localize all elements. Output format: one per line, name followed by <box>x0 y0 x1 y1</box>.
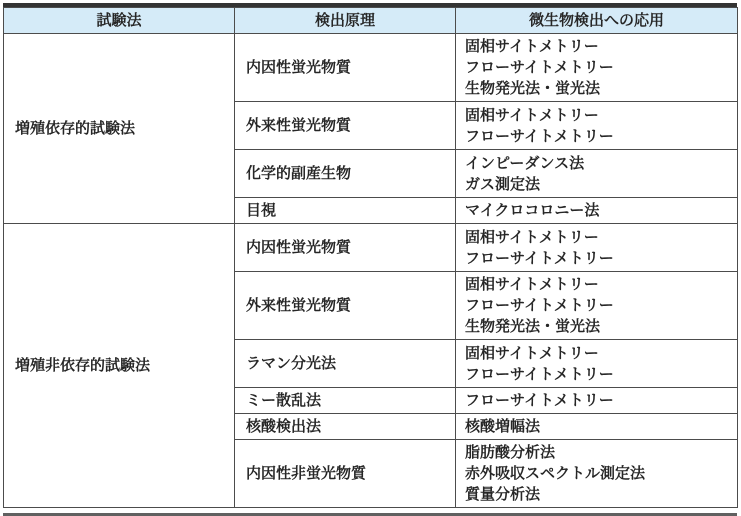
table-frame <box>3 3 737 516</box>
application-item: 生物発光法・蛍光法 <box>465 80 601 97</box>
principle-cell: 内因性非蛍光物質 <box>235 440 456 508</box>
application-item: 質量分析法 <box>465 486 541 503</box>
application-item: 固相サイトメトリー <box>465 228 599 246</box>
header-row <box>4 8 738 34</box>
principle-cell: ラマン分光法 <box>235 340 456 388</box>
group-growth-dependent <box>4 34 738 224</box>
principle-cell: 目視 <box>235 198 456 224</box>
applications-cell <box>456 388 738 414</box>
applications-cell <box>456 272 738 340</box>
principle-cell: 核酸検出法 <box>235 414 456 440</box>
application-item: マイクロコロニー法 <box>465 202 600 219</box>
application-item: フローサイトメトリー <box>465 249 614 267</box>
applications-cell <box>456 414 738 440</box>
application-item: 赤外吸収スペクトル測定法 <box>465 465 646 482</box>
application-item: フローサイトメトリー <box>465 59 614 76</box>
principle-cell: 外来性蛍光物質 <box>235 272 456 340</box>
application-item: 固相サイトメトリー <box>465 344 599 362</box>
applications-cell <box>456 340 738 388</box>
header-application: 微生物検出への応用 <box>456 8 738 34</box>
application-item: 固相サイトメトリー <box>465 38 599 55</box>
applications-cell <box>456 440 738 508</box>
table-header <box>4 8 738 34</box>
table-row <box>4 224 738 272</box>
applications-cell <box>456 34 738 102</box>
application-item: 脂肪酸分析法 <box>465 444 556 461</box>
applications-cell <box>456 198 738 224</box>
application-item: フローサイトメトリー <box>465 365 614 383</box>
applications-cell <box>456 224 738 272</box>
application-item: フローサイトメトリー <box>465 127 614 145</box>
application-item: 固相サイトメトリー <box>465 276 599 293</box>
application-item: フローサイトメトリー <box>465 297 614 314</box>
application-item: インピーダンス法 <box>465 154 585 172</box>
group-method-cell: 増殖非依存的試験法 <box>4 224 235 508</box>
application-item: ガス測定法 <box>465 175 541 193</box>
principle-cell: 内因性蛍光物質 <box>235 34 456 102</box>
applications-cell <box>456 102 738 150</box>
microbial-detection-methods-table <box>3 7 738 508</box>
applications-cell <box>456 150 738 198</box>
group-growth-independent <box>4 224 738 508</box>
table-row <box>4 34 738 102</box>
principle-cell: ミー散乱法 <box>235 388 456 414</box>
application-item: 核酸増幅法 <box>465 418 541 435</box>
application-item: フローサイトメトリー <box>465 392 614 409</box>
group-method-cell: 増殖依存的試験法 <box>4 34 235 224</box>
principle-cell: 内因性蛍光物質 <box>235 224 456 272</box>
header-detection-principle: 検出原理 <box>235 8 456 34</box>
header-test-method: 試験法 <box>4 8 235 34</box>
application-item: 固相サイトメトリー <box>465 106 599 124</box>
principle-cell: 化学的副産生物 <box>235 150 456 198</box>
application-item: 生物発光法・蛍光法 <box>465 318 601 335</box>
principle-cell: 外来性蛍光物質 <box>235 102 456 150</box>
